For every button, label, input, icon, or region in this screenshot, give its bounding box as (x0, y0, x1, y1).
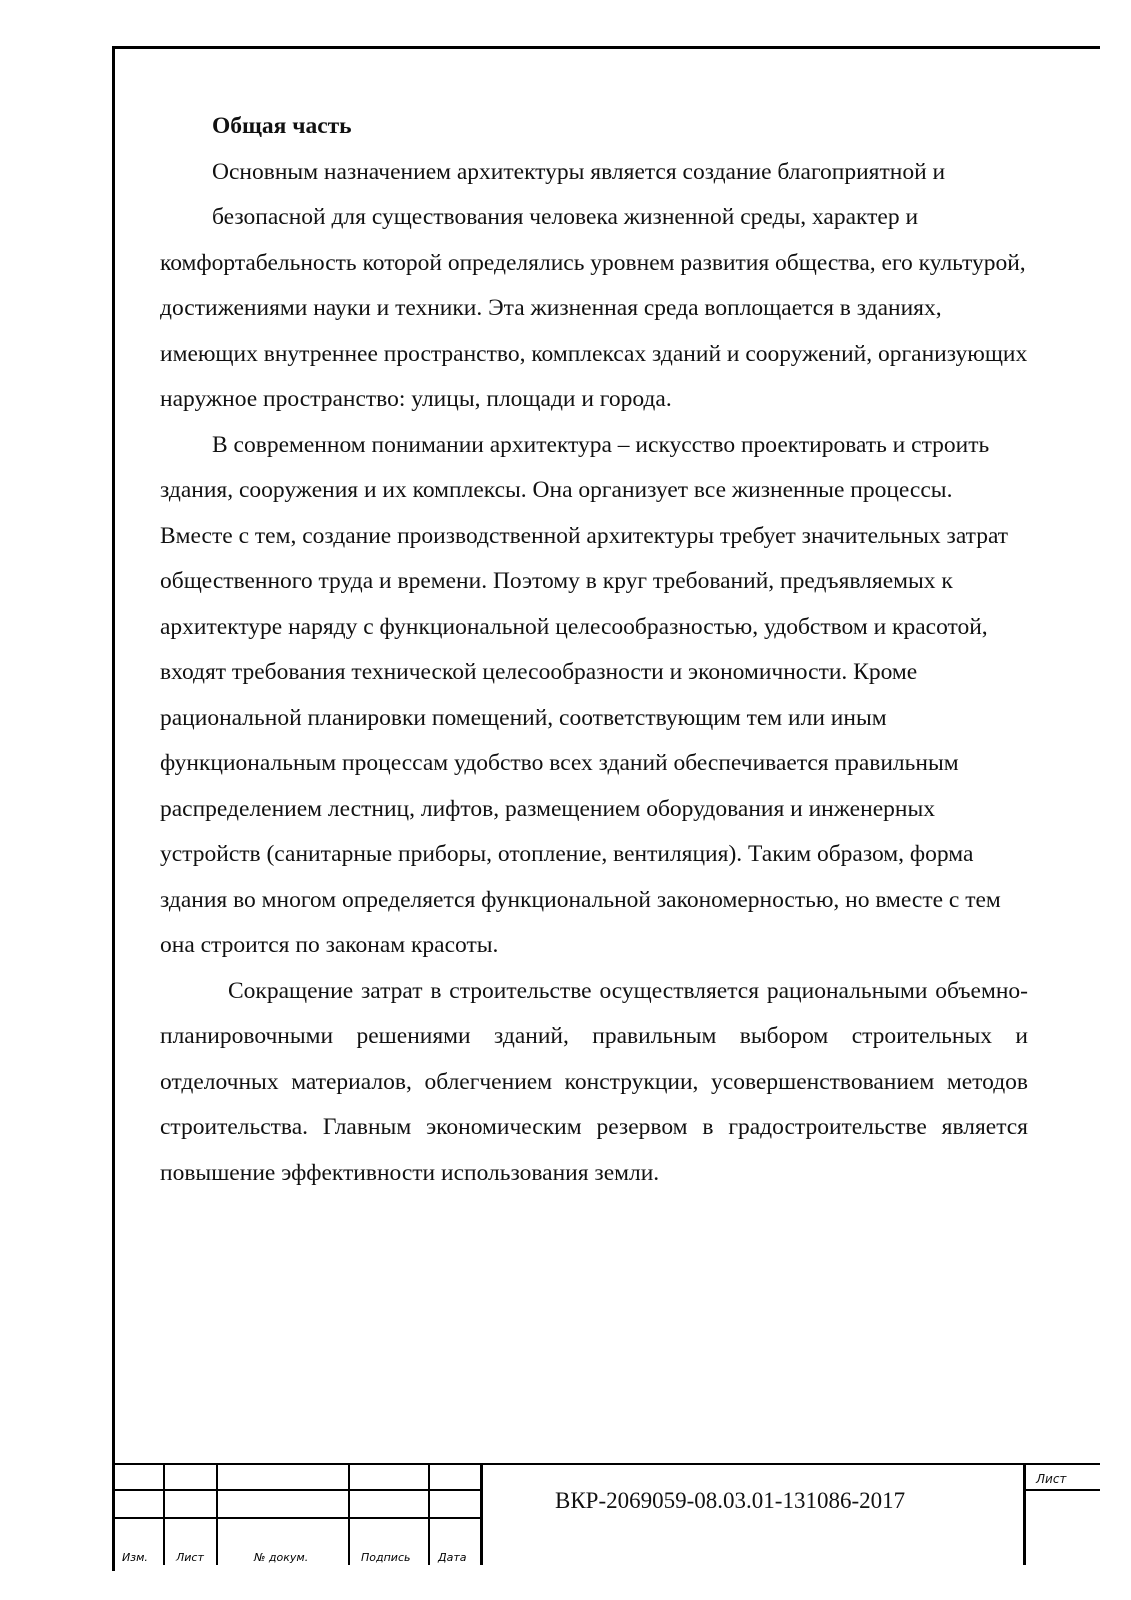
paragraph-1-rest: комфортабельность которой определялись уровнем развития общества, его культурой, достижениями науки и техники. Эта жизненная среда воплощается в зданиях, имеющих внутреннее пространство, комплексах зданий и сооружений, организующих наружное пространство: улицы, площади и города. (160, 249, 1028, 412)
label-doc-no: № докум. (254, 1551, 309, 1564)
title-block-col-line-5 (480, 1463, 483, 1565)
sheet-label: Лист (1036, 1472, 1067, 1486)
title-block-col-line-6 (1023, 1463, 1026, 1565)
label-date: Дата (438, 1551, 467, 1564)
paragraph-2: В современном понимании архитектура – искусство проектировать и строить здания, сооружения и их комплексы. Она организует все жизненные процессы. Вместе с тем, создание производственной архитектуры требует значительных затрат общественного труда и времени. Поэтому в круг требований, предъявляемых к архитектуре наряду с функциональной целесообразностью, удобством и красотой, входят требования технической целесообразности и экономичности. Кроме рациональной планировки помещений, соответствующим тем или иным функциональным процессам удобство всех зданий обеспечивается правильным распределением лестниц, лифтов, размещением оборудования и инженерных устройств (санитарные приборы, отопление, вентиляция). Таким образом, форма здания во многом определяется функциональной закономерностью, но вместе с тем она строится по законам красоты. (160, 431, 1009, 958)
paragraph-3: Сокращение затрат в строительстве осуществляется рациональными объемно-планировочными решениями зданий, правильным выбором строительных и отделочных материалов, облегчением конструкции, усовершенствованием методов строительства. Главным экономическим резервом в градостроительстве является повышение эффективности использования земли. (160, 977, 1028, 1186)
document-body (160, 104, 1028, 1196)
frame-top-border (112, 46, 1100, 49)
title-block-row-line-1 (112, 1489, 482, 1491)
frame-left-border (112, 46, 115, 1571)
title-block-top-line (112, 1463, 1100, 1465)
paragraph-1-line-2: безопасной для существования человека жизненной среды, характер и (212, 204, 919, 230)
section-heading: Общая часть (212, 113, 352, 139)
title-block-sheet-line (1024, 1489, 1100, 1491)
label-list: Лист (176, 1551, 204, 1564)
title-block-row-line-2 (112, 1517, 482, 1519)
label-signature: Подпись (361, 1551, 411, 1564)
title-block-col-line-2 (216, 1463, 218, 1565)
title-block-col-line-3 (348, 1463, 350, 1565)
document-code: ВКР-2069059-08.03.01-131086-2017 (555, 1488, 906, 1513)
title-block-col-line-4 (428, 1463, 430, 1565)
paragraph-1-line-1: Основным назначением архитектуры является создание благоприятной и (212, 158, 946, 185)
label-izm: Изм. (122, 1551, 148, 1564)
title-block-col-line-1 (163, 1463, 165, 1565)
